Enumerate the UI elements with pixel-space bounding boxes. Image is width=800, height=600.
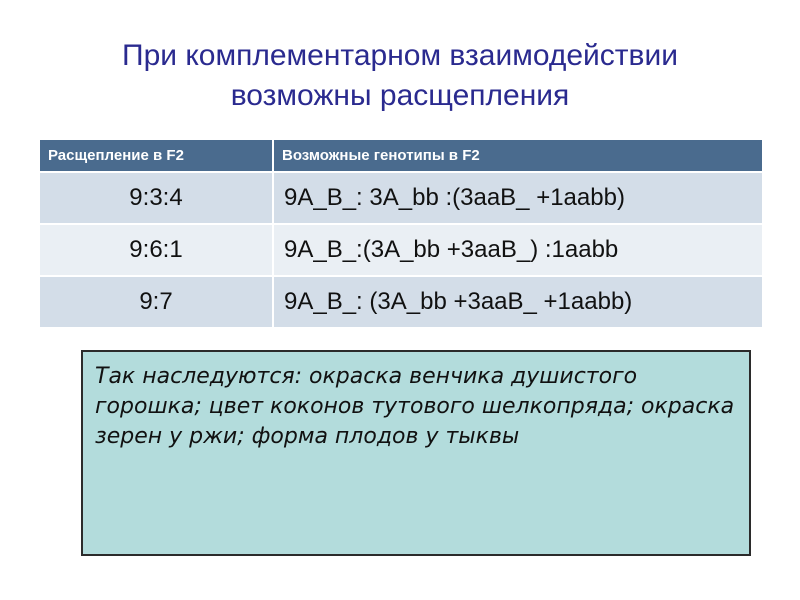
table-row xyxy=(40,276,762,327)
ratio-cell: 9:3:4 xyxy=(40,172,273,224)
segregation-table xyxy=(40,140,762,327)
inheritance-examples-text: Так наследуются: окраска венчика душистого горошка; цвет коконов тутового шелкопряда; окраска зерен у ржи; форма плодов у тыквы xyxy=(95,364,735,449)
ratio-cell: 9:6:1 xyxy=(40,224,273,276)
inheritance-examples-box xyxy=(81,350,751,556)
slide-title xyxy=(0,36,800,116)
header-genotypes: Возможные генотипы в F2 xyxy=(273,140,762,172)
table-header-row xyxy=(40,140,762,172)
slide-title-line-2: возможны расщепления xyxy=(230,79,570,112)
genotypes-cell: 9A_B_: 3A_bb :(3aaB_ +1aabb) xyxy=(273,172,762,224)
table-row xyxy=(40,224,762,276)
genotypes-cell: 9A_B_:(3A_bb +3aaB_) :1aabb xyxy=(273,224,762,276)
slide-title-line-1: При комплементарном взаимодействии xyxy=(122,39,678,72)
genotypes-cell: 9A_B_: (3A_bb +3aaB_ +1aabb) xyxy=(273,276,762,327)
header-segregation: Расщепление в F2 xyxy=(40,140,273,172)
table-row xyxy=(40,172,762,224)
ratio-cell: 9:7 xyxy=(40,276,273,327)
